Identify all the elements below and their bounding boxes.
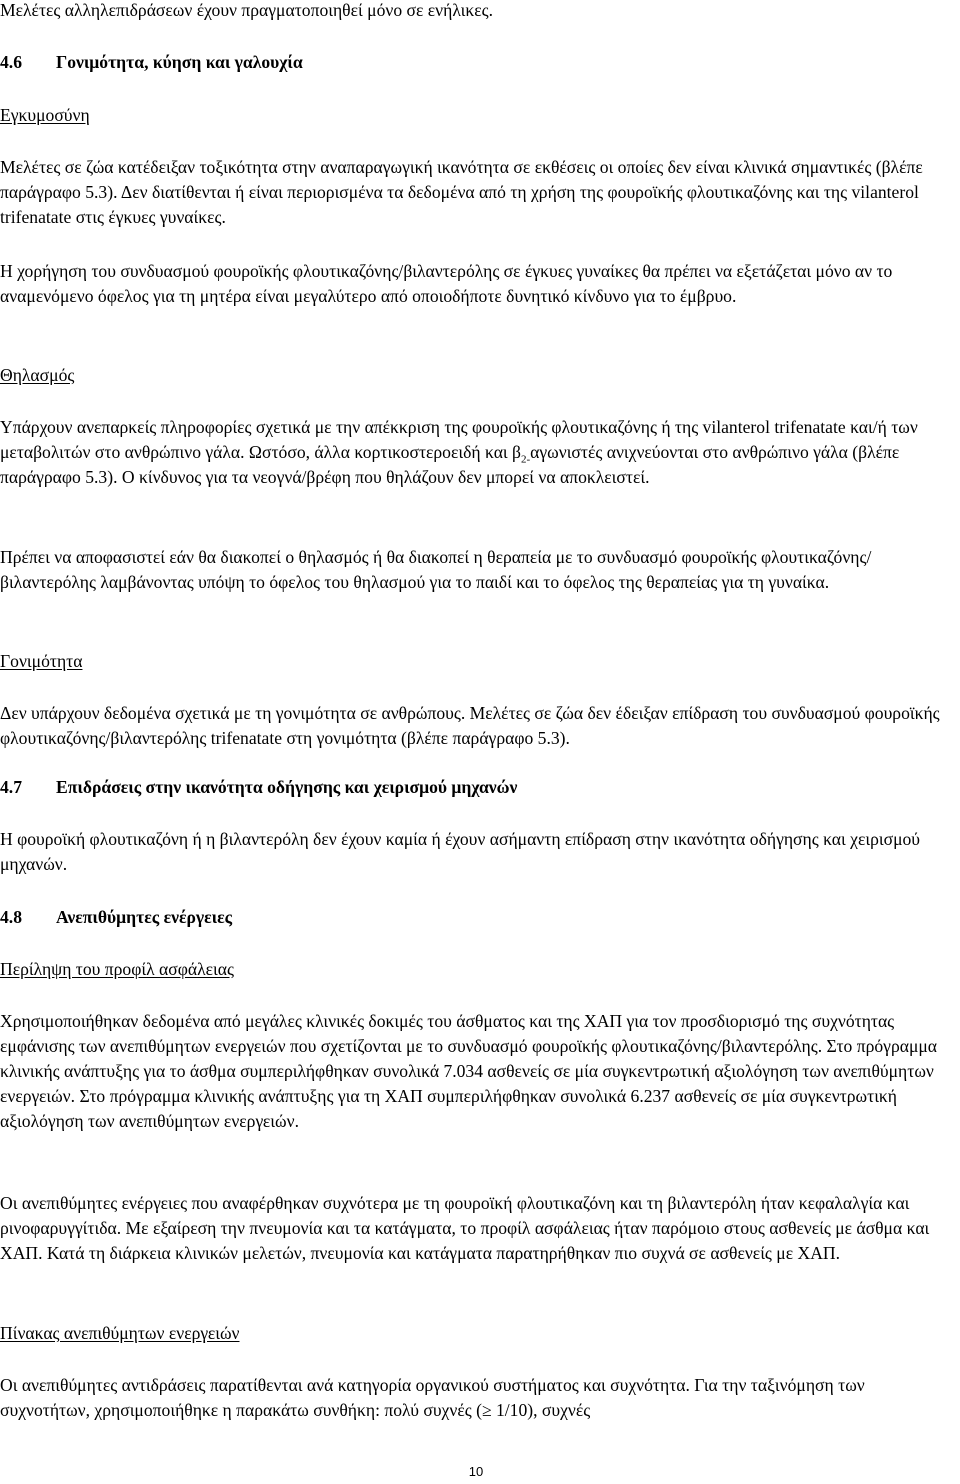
safety-summary-paragraph-1: Χρησιμοποιήθηκαν δεδομένα από μεγάλες κλινικές δοκιμές του άσθματος και της ΧΑΠ για τον προσδιορισμό της συχνότητας εμφάνισης των ανεπιθύμητων ενεργειών που σχετίζονται με το συνδυασμό φουροϊκής φλουτικαζόνης/βιλαντερόλης. Στο πρόγραμμα κλινικής ανάπτυξης για το άσθμα συμπεριλήφθηκαν συνολικά 7.034 ασθενείς σε μία συγκεντρωτική αξιολόγηση των ανεπιθύμητων ενεργειών. Στο πρόγραμμα κλινικής ανάπτυξης για τη ΧΑΠ συμπεριλήφθηκαν συνολικά 6.237 ασθενείς σε μία συγκεντρωτική αξιολόγηση των ανεπιθύμητων ενεργειών. xyxy=(0,1011,938,1131)
breastfeeding-subheading: Θηλασμός xyxy=(0,365,75,385)
page-number: 10 xyxy=(468,1464,484,1479)
section-4-7-heading xyxy=(0,775,952,800)
breastfeeding-p1-text-a: Υπάρχουν ανεπαρκείς πληροφορίες σχετικά με την απέκκριση της φουροϊκής φλουτικαζόνης ή της vilanterol trifenatate και/ή των μεταβολιτών στο ανθρώπινο γάλα. Ωστόσο, άλλα κορτικοστεροειδή και β xyxy=(0,417,918,462)
breastfeeding-paragraph-1 xyxy=(0,415,952,490)
section-4-7-title: Επιδράσεις στην ικανότητα οδήγησης και χειρισμού μηχανών xyxy=(56,777,518,797)
breastfeeding-paragraph-2: Πρέπει να αποφασιστεί εάν θα διακοπεί ο θηλασμός ή θα διακοπεί η θεραπεία με το συνδυασμό φουροϊκής φλουτικαζόνης/βιλαντερόλης λαμβάνοντας υπόψη το όφελος του θηλασμού για το παιδί και το όφελος της θεραπείας για τη γυναίκα. xyxy=(0,547,872,592)
adverse-table-subheading: Πίνακας ανεπιθύμητων ενεργειών xyxy=(0,1323,240,1343)
section-4-8-number: 4.8 xyxy=(0,907,22,927)
intro-paragraph: Μελέτες αλληλεπιδράσεων έχουν πραγματοποιηθεί μόνο σε ενήλικες. xyxy=(0,0,493,20)
fertility-subheading: Γονιμότητα xyxy=(0,651,83,671)
beta2-subscript: 2- xyxy=(521,453,531,466)
section-4-8-heading xyxy=(0,905,952,930)
safety-summary-paragraph-2: Οι ανεπιθύμητες ενέργειες που αναφέρθηκαν συχνότερα με τη φουροϊκή φλουτικαζόνη και τη βιλαντερόλη ήταν κεφαλαλγία και ρινοφαρυγγίτιδα. Με εξαίρεση την πνευμονία και τα κατάγματα, το προφίλ ασφάλειας ήταν παρόμοιο στους ασθενείς με άσθμα και ΧΑΠ. Κατά τη διάρκεια κλινικών μελετών, πνευμονία και κατάγματα παρατηρήθηκαν πιο συχνά σε ασθενείς με ΧΑΠ. xyxy=(0,1193,930,1263)
section-4-7-number: 4.7 xyxy=(0,777,22,797)
pregnancy-subheading: Εγκυμοσύνη xyxy=(0,105,90,125)
safety-summary-subheading: Περίληψη του προφίλ ασφάλειας xyxy=(0,959,234,979)
fertility-paragraph: Δεν υπάρχουν δεδομένα σχετικά με τη γονιμότητα σε ανθρώπους. Μελέτες σε ζώα δεν έδειξαν επίδραση του συνδυασμού φουροϊκής φλουτικαζόνης/βιλαντερόλης trifenatate στη γονιμότητα (βλέπε παράγραφο 5.3). xyxy=(0,703,940,748)
section-4-6-number: 4.6 xyxy=(0,52,22,72)
pregnancy-paragraph-1: Μελέτες σε ζώα κατέδειξαν τοξικότητα στην αναπαραγωγική ικανότητα σε εκθέσεις οι οποίες δεν είναι κλινικά σημαντικές (βλέπε παράγραφο 5.3). Δεν διατίθενται ή είναι περιορισμένα τα δεδομένα από τη χρήση της φουροϊκής φλουτικαζόνης και της vilanterol trifenatate στις έγκυες γυναίκες. xyxy=(0,157,923,227)
pregnancy-paragraph-2: Η χορήγηση του συνδυασμού φουροϊκής φλουτικαζόνης/βιλαντερόλης σε έγκυες γυναίκες θα πρέπει να εξετάζεται μόνο αν το αναμενόμενο όφελος για τη μητέρα είναι μεγαλύτερο από οποιοδήποτε δυνητικό κίνδυνο για το έμβρυο. xyxy=(0,261,893,306)
breastfeeding-p1-text-b: αγωνιστές ανιχνεύονται στο ανθρώπινο γάλα (βλέπε παράγραφο 5.3). Ο κίνδυνος για τα νεογνά/βρέφη που θηλάζουν δεν μπορεί να αποκλειστεί. xyxy=(0,442,900,487)
driving-paragraph: Η φουροϊκή φλουτικαζόνη ή η βιλαντερόλη δεν έχουν καμία ή έχουν ασήμαντη επίδραση στην ικανότητα οδήγησης και χειρισμού μηχανών. xyxy=(0,829,921,874)
section-4-8-title: Ανεπιθύμητες ενέργειες xyxy=(56,907,233,927)
section-4-6-title: Γονιμότητα, κύηση και γαλουχία xyxy=(56,52,303,72)
section-4-6-heading xyxy=(0,50,952,75)
adverse-table-paragraph: Οι ανεπιθύμητες αντιδράσεις παρατίθενται ανά κατηγορία οργανικού συστήματος και συχνότητα. Για την ταξινόμηση των συχνοτήτων, χρησιμοποιήθηκε η παρακάτω συνθήκη: πολύ συχνές (≥ 1/10), συχνές xyxy=(0,1375,865,1420)
